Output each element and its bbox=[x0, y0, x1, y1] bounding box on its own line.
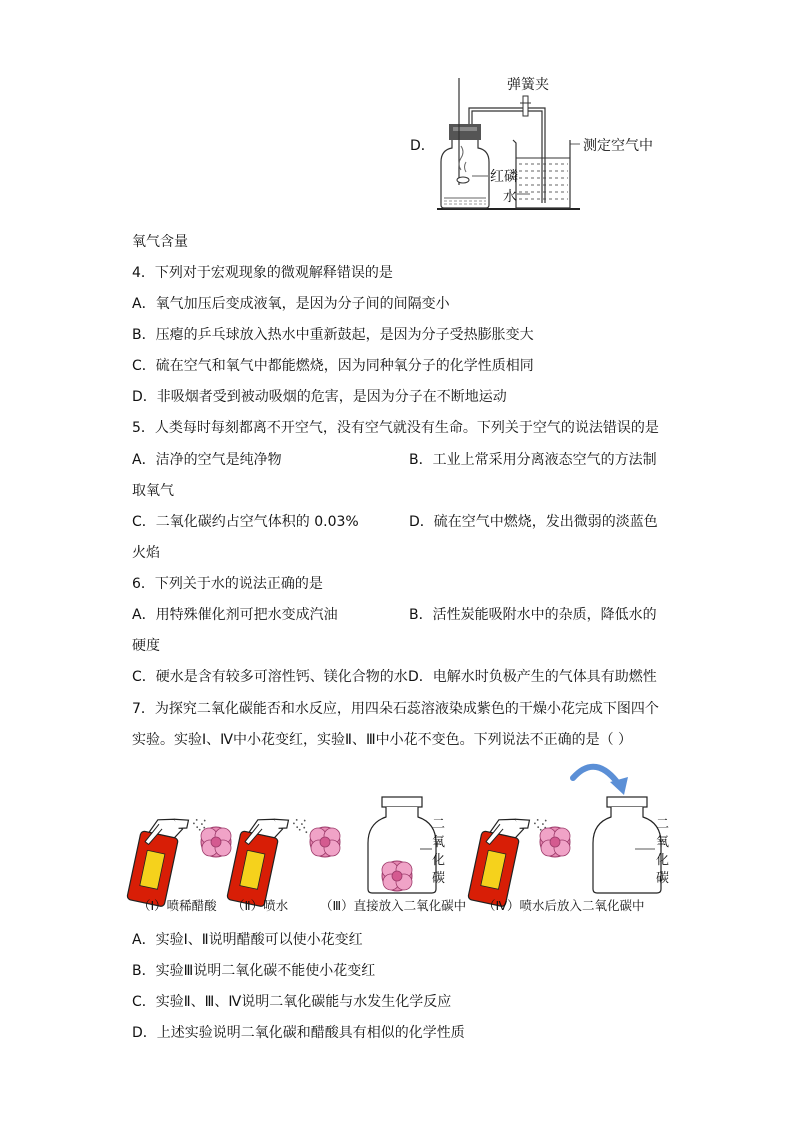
q3-option-d-continued: 氧气含量 bbox=[132, 234, 188, 250]
jar-3-co2-label: 二氧化碳 bbox=[432, 817, 446, 886]
red-phosphorus-label: 红磷 bbox=[490, 169, 518, 185]
jar-4-co2-label: 二氧化碳 bbox=[656, 817, 670, 886]
q6-stem: 6．下列关于水的说法正确的是 bbox=[132, 576, 323, 592]
q5-option-b[interactable]: B．工业上常采用分离液态空气的方法制 bbox=[409, 452, 657, 468]
q7-option-b[interactable]: B．实验Ⅲ说明二氧化碳不能使小花变红 bbox=[132, 963, 376, 979]
caption-experiment-1: （Ⅰ）喷稀醋酸 bbox=[138, 898, 217, 913]
q6-option-b[interactable]: B．活性炭能吸附水中的杂质，降低水的 bbox=[409, 607, 657, 623]
q5-option-a[interactable]: A．洁净的空气是纯净物 bbox=[132, 452, 282, 468]
caption-experiment-2: （Ⅱ）喷水 bbox=[232, 898, 289, 913]
q6-option-d[interactable]: D．电解水时负极产生的气体具有助燃性 bbox=[408, 669, 657, 685]
q4-option-b[interactable]: B．压瘪的乒乓球放入热水中重新鼓起，是因为分子受热膨胀变大 bbox=[132, 327, 534, 343]
q7-stem-line2: 实验。实验Ⅰ、Ⅳ中小花变红，实验Ⅱ、Ⅲ中小花不变色。下列说法不正确的是（ ） bbox=[132, 732, 633, 748]
water-label: 水 bbox=[503, 189, 517, 205]
caption-experiment-3: （Ⅲ）直接放入二氧化碳中 bbox=[320, 898, 467, 913]
measure-air-label: 测定空气中 bbox=[583, 138, 653, 154]
q6-option-c[interactable]: C．硬水是含有较多可溶性钙、镁化合物的水 bbox=[132, 669, 408, 685]
q5-option-b-continued: 取氧气 bbox=[132, 483, 174, 499]
q6-option-a[interactable]: A．用特殊催化剂可把水变成汽油 bbox=[132, 607, 338, 623]
q5-stem: 5．人类每时每刻都离不开空气，没有空气就没有生命。下列关于空气的说法错误的是 bbox=[132, 420, 659, 436]
q5-option-d[interactable]: D．硫在空气中燃烧，发出微弱的淡蓝色 bbox=[409, 514, 658, 530]
q7-stem-line1: 7．为探究二氧化碳能否和水反应，用四朵石蕊溶液染成紫色的干燥小花完成下图四个 bbox=[132, 701, 659, 717]
q5-option-d-continued: 火焰 bbox=[132, 545, 160, 561]
q7-option-c[interactable]: C．实验Ⅱ、Ⅲ、Ⅳ说明二氧化碳能与水发生化学反应 bbox=[132, 994, 452, 1010]
q4-option-a[interactable]: A．氧气加压后变成液氧，是因为分子间的间隔变小 bbox=[132, 296, 450, 312]
spring-clip-label: 弹簧夹 bbox=[507, 77, 549, 93]
caption-experiment-4: （Ⅳ）喷水后放入二氧化碳中 bbox=[483, 898, 645, 913]
q7-option-d[interactable]: D．上述实验说明二氧化碳和醋酸具有相似的化学性质 bbox=[132, 1025, 465, 1041]
q7-option-a[interactable]: A．实验Ⅰ、Ⅱ说明醋酸可以使小花变红 bbox=[132, 932, 363, 948]
q5-option-c[interactable]: C．二氧化碳约占空气体积的 0.03% bbox=[132, 514, 359, 530]
q4-stem: 4．下列对于宏观现象的微观解释错误的是 bbox=[132, 265, 393, 281]
q6-option-b-continued: 硬度 bbox=[132, 638, 160, 654]
q4-option-c[interactable]: C．硫在空气和氧气中都能燃烧，因为同种氧分子的化学性质相同 bbox=[132, 358, 534, 374]
q4-option-d[interactable]: D．非吸烟者受到被动吸烟的危害，是因为分子在不断地运动 bbox=[132, 389, 507, 405]
q3-option-d-label[interactable]: D． bbox=[410, 138, 435, 154]
